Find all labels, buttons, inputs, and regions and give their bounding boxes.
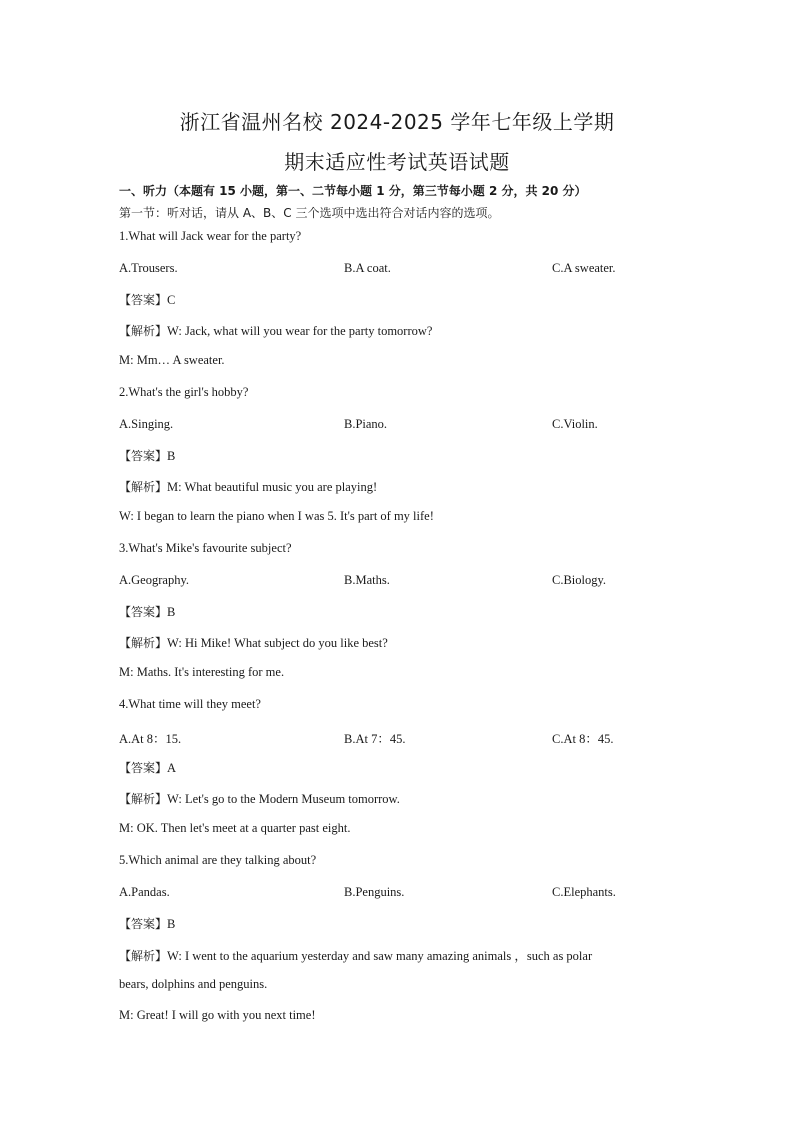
q3-answer [119, 603, 175, 620]
question-5: 5.Which animal are they talking about? [119, 853, 317, 867]
q4-analysis-line2: M: OK. Then let's meet at a quarter past eight. [119, 821, 351, 835]
answer-tag: 【答案】 [119, 761, 168, 775]
question-2: 2.What's the girl's hobby? [119, 385, 249, 399]
analysis-text: W: Jack, what will you wear for the party tomorrow? [167, 324, 433, 338]
document-title-line1: 浙江省温州名校 2024-2025 学年七年级上学期 [179, 110, 615, 134]
answer-value: B [167, 917, 176, 931]
answer-value: B [167, 605, 176, 619]
q2-option-a: A.Singing. [119, 417, 174, 431]
analysis-tag: 【解析】 [119, 636, 168, 650]
q2-option-b: B.Piano. [344, 417, 388, 431]
analysis-tag: 【解析】 [119, 324, 168, 338]
section-header: 一、听力（本题有 15 小题，第一、二节每小题 1 分，第三节每小题 2 分，共 20 分） [119, 184, 587, 198]
subsection-instruction: 第一节：听对话，请从 A、B、C 三个选项中选出符合对话内容的选项。 [119, 206, 500, 220]
q2-option-c: C.Violin. [552, 417, 598, 431]
q3-option-b: B.Maths. [344, 573, 390, 587]
q5-option-c: C.Elephants. [552, 885, 616, 899]
q3-option-a: A.Geography. [119, 573, 190, 587]
analysis-text: W: Let's go to the Modern Museum tomorrow. [167, 792, 400, 806]
q5-option-a: A.Pandas. [119, 885, 170, 899]
q5-analysis [119, 946, 592, 964]
analysis-text: W: I went to the aquarium yesterday and saw many amazing animals ，such as polar [167, 949, 593, 963]
q4-option-c: C.At 8：45. [552, 732, 614, 746]
document-title-line2: 期末适应性考试英语试题 [284, 150, 510, 174]
analysis-text: W: Hi Mike! What subject do you like best? [167, 636, 388, 650]
q2-analysis [119, 478, 377, 495]
analysis-tag: 【解析】 [119, 480, 168, 494]
q1-option-c: C.A sweater. [552, 261, 616, 275]
q4-answer [119, 759, 176, 776]
q2-answer [119, 447, 175, 464]
analysis-text: M: What beautiful music you are playing! [167, 480, 378, 494]
answer-tag: 【答案】 [119, 293, 168, 307]
q5-analysis-line1b: bears, dolphins and penguins. [119, 977, 268, 991]
q4-option-b: B.At 7：45. [344, 732, 406, 746]
q1-analysis [119, 322, 432, 339]
q1-answer [119, 291, 175, 308]
analysis-tag: 【解析】 [119, 949, 168, 963]
q1-option-a: A.Trousers. [119, 261, 178, 275]
question-1: 1.What will Jack wear for the party? [119, 229, 302, 243]
answer-value: C [167, 293, 176, 307]
answer-value: B [167, 449, 176, 463]
q4-analysis [119, 790, 400, 807]
q5-analysis-line2: M: Great! I will go with you next time! [119, 1008, 316, 1022]
q2-analysis-line2: W: I began to learn the piano when I was 5. It's part of my life! [119, 509, 434, 523]
q3-option-c: C.Biology. [552, 573, 607, 587]
answer-value: A [167, 761, 177, 775]
analysis-tag: 【解析】 [119, 792, 168, 806]
q3-analysis-line2: M: Maths. It's interesting for me. [119, 665, 285, 679]
q1-analysis-line2: M: Mm… A sweater. [119, 353, 225, 367]
question-3: 3.What's Mike's favourite subject? [119, 541, 292, 555]
q1-option-b: B.A coat. [344, 261, 391, 275]
answer-tag: 【答案】 [119, 449, 168, 463]
q5-answer [119, 915, 175, 932]
answer-tag: 【答案】 [119, 917, 168, 931]
q5-option-b: B.Penguins. [344, 885, 405, 899]
question-4: 4.What time will they meet? [119, 697, 261, 711]
q4-option-a: A.At 8：15. [119, 732, 182, 746]
answer-tag: 【答案】 [119, 605, 168, 619]
q3-analysis [119, 634, 388, 651]
